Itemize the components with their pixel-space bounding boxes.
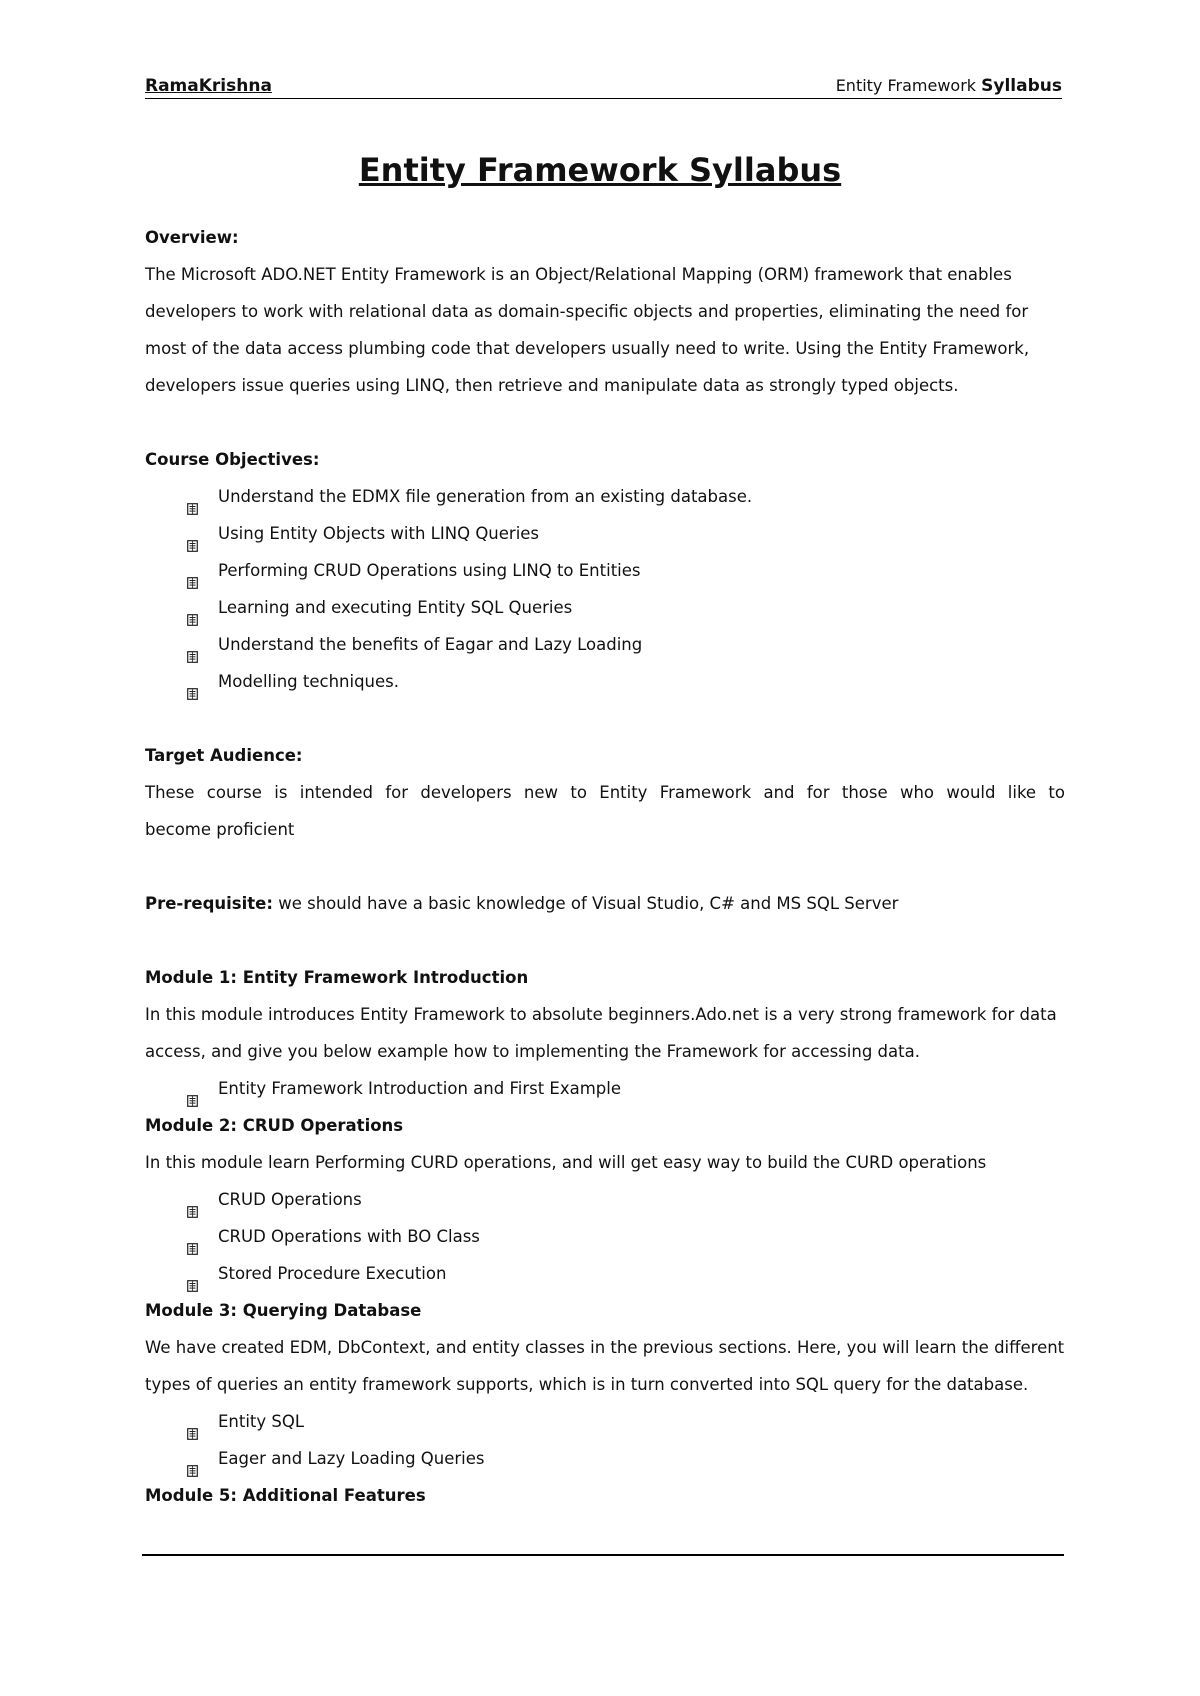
book-icon: [187, 1268, 198, 1280]
module-description-line: types of queries an entity framework supports, which is in turn converted into SQL query for the database.: [145, 1375, 1029, 1394]
header-doc-label-plain: Entity Framework: [835, 76, 977, 95]
spacer: [145, 848, 1065, 885]
objectives-heading: Course Objectives:: [145, 450, 320, 469]
header-doc-label: [836, 76, 1062, 96]
list-item-text: CRUD Operations with BO Class: [218, 1227, 480, 1246]
book-icon: [187, 565, 198, 577]
book-icon: [187, 1231, 198, 1243]
spacer: [145, 700, 1065, 737]
book-icon: [187, 1453, 198, 1465]
list-item: [145, 1255, 1065, 1292]
module-heading: Module 5: Additional Features: [145, 1486, 426, 1505]
overview-line: developers to work with relational data as domain-specific objects and properties, eliminating the need for: [145, 302, 1029, 321]
overview-heading: Overview:: [145, 228, 239, 247]
module-description-line: We have created EDM, DbContext, and entity classes in the previous sections. Here, you will learn the different: [145, 1338, 1065, 1357]
list-item-text: Using Entity Objects with LINQ Queries: [218, 524, 540, 543]
overview-line: developers issue queries using LINQ, then retrieve and manipulate data as strongly typed objects.: [145, 376, 959, 395]
overview-line: most of the data access plumbing code that developers usually need to write. Using the Entity Framework,: [145, 339, 1030, 358]
objectives-list: [145, 478, 1065, 700]
list-item-text: Entity SQL: [218, 1412, 305, 1431]
list-item: [145, 1218, 1065, 1255]
list-item: [145, 1070, 1065, 1107]
list-item: [145, 589, 1065, 626]
document-body: [145, 219, 1065, 1514]
list-item-text: Understand the benefits of Eagar and Lazy Loading: [218, 635, 643, 654]
list-item: [145, 515, 1065, 552]
book-icon: [187, 528, 198, 540]
audience-line: become proficient: [145, 820, 295, 839]
list-item-text: Stored Procedure Execution: [218, 1264, 447, 1283]
book-icon: [187, 602, 198, 614]
audience-line: These course is intended for developers new to Entity Framework and for those who would like to: [145, 783, 1065, 802]
module-description-line: In this module learn Performing CURD operations, and will get easy way to build the CURD operations: [145, 1153, 987, 1172]
module-heading: Module 1: Entity Framework Introduction: [145, 968, 529, 987]
list-item-text: Learning and executing Entity SQL Queries: [218, 598, 573, 617]
prerequisite-text: we should have a basic knowledge of Visual Studio, C# and MS SQL Server: [272, 894, 899, 913]
book-icon: [187, 1083, 198, 1095]
list-item-text: CRUD Operations: [218, 1190, 362, 1209]
prerequisite: [145, 885, 1065, 922]
book-icon: [187, 1416, 198, 1428]
list-item-text: Performing CRUD Operations using LINQ to Entities: [218, 561, 641, 580]
list-item: [145, 1403, 1065, 1440]
list-item-text: Eager and Lazy Loading Queries: [218, 1449, 485, 1468]
module-description-line: In this module introduces Entity Framework to absolute beginners.Ado.net is a very strong framework for data: [145, 1005, 1057, 1024]
book-icon: [187, 1194, 198, 1206]
book-icon: [187, 676, 198, 688]
page-header: [145, 76, 1062, 99]
footer-rule: [142, 1554, 1064, 1556]
modules-section: [145, 959, 1065, 1514]
list-item-text: Entity Framework Introduction and First Example: [218, 1079, 622, 1098]
book-icon: [187, 639, 198, 651]
header-author: RamaKrishna: [145, 76, 272, 96]
module-description-line: access, and give you below example how to implementing the Framework for accessing data.: [145, 1042, 920, 1061]
header-doc-label-bold: Syllabus: [981, 76, 1062, 96]
spacer: [145, 922, 1065, 959]
list-item: [145, 663, 1065, 700]
book-icon: [187, 491, 198, 503]
prerequisite-label: Pre-requisite:: [145, 894, 273, 913]
list-item: [145, 552, 1065, 589]
spacer: [145, 404, 1065, 441]
list-item-text: Understand the EDMX file generation from an existing database.: [218, 487, 753, 506]
audience-heading: Target Audience:: [145, 746, 303, 765]
page-title: Entity Framework Syllabus: [358, 151, 842, 189]
list-item: [145, 478, 1065, 515]
module-heading: Module 3: Querying Database: [145, 1301, 422, 1320]
module-heading: Module 2: CRUD Operations: [145, 1116, 404, 1135]
overview-line: The Microsoft ADO.NET Entity Framework is an Object/Relational Mapping (ORM) framework that enables: [145, 265, 1012, 284]
list-item: [145, 1440, 1065, 1477]
list-item: [145, 626, 1065, 663]
list-item-text: Modelling techniques.: [218, 672, 400, 691]
list-item: [145, 1181, 1065, 1218]
